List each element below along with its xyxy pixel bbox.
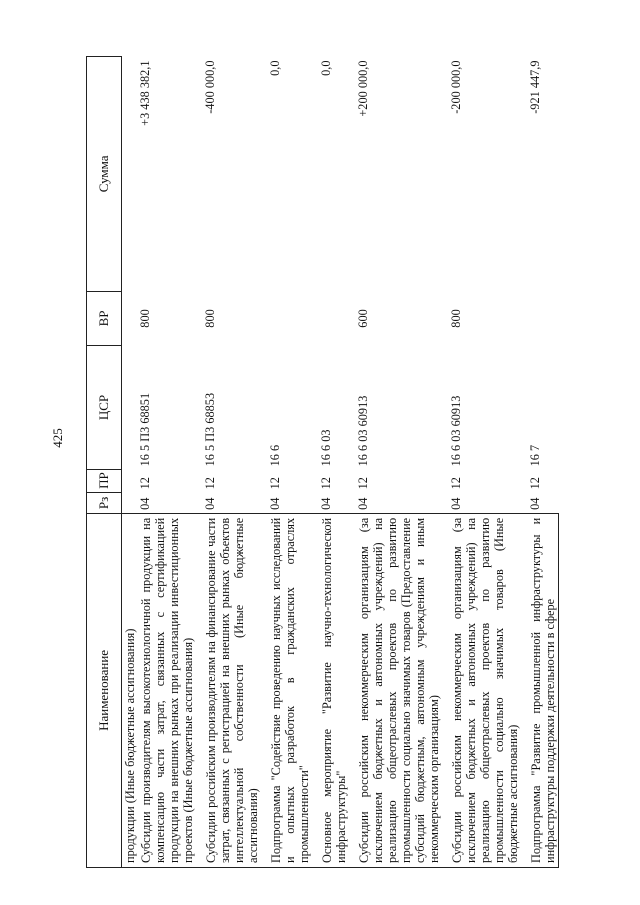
header-sum: Сумма	[87, 57, 122, 292]
header-pr: ПР	[87, 469, 122, 492]
row-vr: 600	[356, 309, 370, 328]
row-csr: 16 7	[528, 444, 542, 467]
row-csr: 16 5 П3 68853	[203, 392, 217, 467]
header-vr: ВР	[87, 291, 122, 345]
row-pr: 12	[268, 477, 282, 490]
row-rz: 04	[138, 497, 152, 510]
header-name: Наименование	[87, 513, 122, 867]
table-row	[528, 57, 559, 868]
row-vr: 800	[138, 309, 152, 328]
row-csr: 16 6 03 60913	[449, 395, 463, 467]
row-rz	[122, 492, 139, 513]
row-csr: 16 6 03	[319, 429, 333, 467]
table-row	[138, 57, 196, 868]
budget-table	[86, 56, 559, 868]
row-pr: 12	[528, 477, 542, 490]
row-csr: 16 6 03 60913	[356, 395, 370, 467]
page-number: 425	[50, 428, 65, 448]
row-pr: 12	[356, 477, 370, 490]
row-vr: 800	[449, 309, 463, 328]
row-pr	[122, 469, 139, 492]
rotated-page	[86, 56, 604, 868]
table-row	[203, 57, 261, 868]
row-name: Субсидии российским производителям на финансирование части затрат, связанных с регистрацией на внешних рынках объектов интеллектуальной собственности (Иные бюджетные ассигнования)	[203, 513, 261, 867]
table-row	[356, 57, 442, 868]
row-rz: 04	[449, 497, 463, 510]
row-rz: 04	[203, 497, 217, 510]
row-name: Подпрограмма "Развитие промышленной инфраструктуры и инфраструктуры поддержки деятельности в сфере	[528, 513, 559, 867]
row-vr: 800	[203, 309, 217, 328]
row-name: продукции (Иные бюджетные ассигнования)	[122, 513, 139, 867]
row-rz: 04	[268, 497, 282, 510]
row-name: Субсидии российским некоммерческим организациям (за исключением бюджетных и автономных учреждений) на реализацию общеотраслевых проектов по развитию промышленности социально значимых товаров (Предоставление субсидий бюджетным, автономным учреждениям и иным некоммерческим организациям)	[356, 513, 442, 867]
row-pr: 12	[138, 477, 152, 490]
row-sum: +3 438 382,1	[138, 60, 152, 126]
table-row	[449, 57, 521, 868]
row-csr	[122, 346, 139, 470]
row-sum: 0,0	[319, 60, 333, 76]
header-row	[87, 57, 122, 868]
row-rz: 04	[319, 497, 333, 510]
row-vr	[319, 291, 349, 345]
row-sum: -400 000,0	[203, 60, 217, 114]
row-csr: 16 5 П3 68851	[138, 392, 152, 467]
row-csr: 16 6	[268, 444, 282, 467]
row-pr: 12	[319, 477, 333, 490]
row-sum: 0,0	[268, 60, 282, 76]
row-name: Основное мероприятие "Развитие научно-технологической инфраструктуры"	[319, 513, 349, 867]
header-csr: ЦСР	[87, 346, 122, 470]
table-row	[319, 57, 349, 868]
row-sum	[122, 57, 139, 292]
row-rz: 04	[356, 497, 370, 510]
row-pr: 12	[449, 477, 463, 490]
row-name: Подпрограмма "Содействие проведению научных исследований и опытных разработок в гражданских отраслях промышленности"	[268, 513, 312, 867]
header-rz: Рз	[87, 492, 122, 513]
row-name: Субсидии производителям высокотехнологичной продукции на компенсацию части затрат, связанных с сертификацией продукции на внешних рынках при реализации инвестиционных проектов (Иные бюджетные ассигнования)	[138, 513, 196, 867]
row-vr	[268, 291, 312, 345]
row-sum: +200 000,0	[356, 60, 370, 117]
row-name: Субсидии российским некоммерческим организациям (за исключением бюджетных и автономных учреждений) на реализацию общеотраслевых проектов по развитию промышленности социально значимых товаров (Иные бюджетные ассигнования)	[449, 513, 521, 867]
table-row	[122, 57, 139, 868]
row-sum: -921 447,9	[528, 60, 542, 114]
row-sum: -200 000,0	[449, 60, 463, 114]
row-rz: 04	[528, 497, 542, 510]
row-pr: 12	[203, 477, 217, 490]
row-vr	[122, 291, 139, 345]
table-row	[268, 57, 312, 868]
row-vr	[528, 291, 559, 345]
